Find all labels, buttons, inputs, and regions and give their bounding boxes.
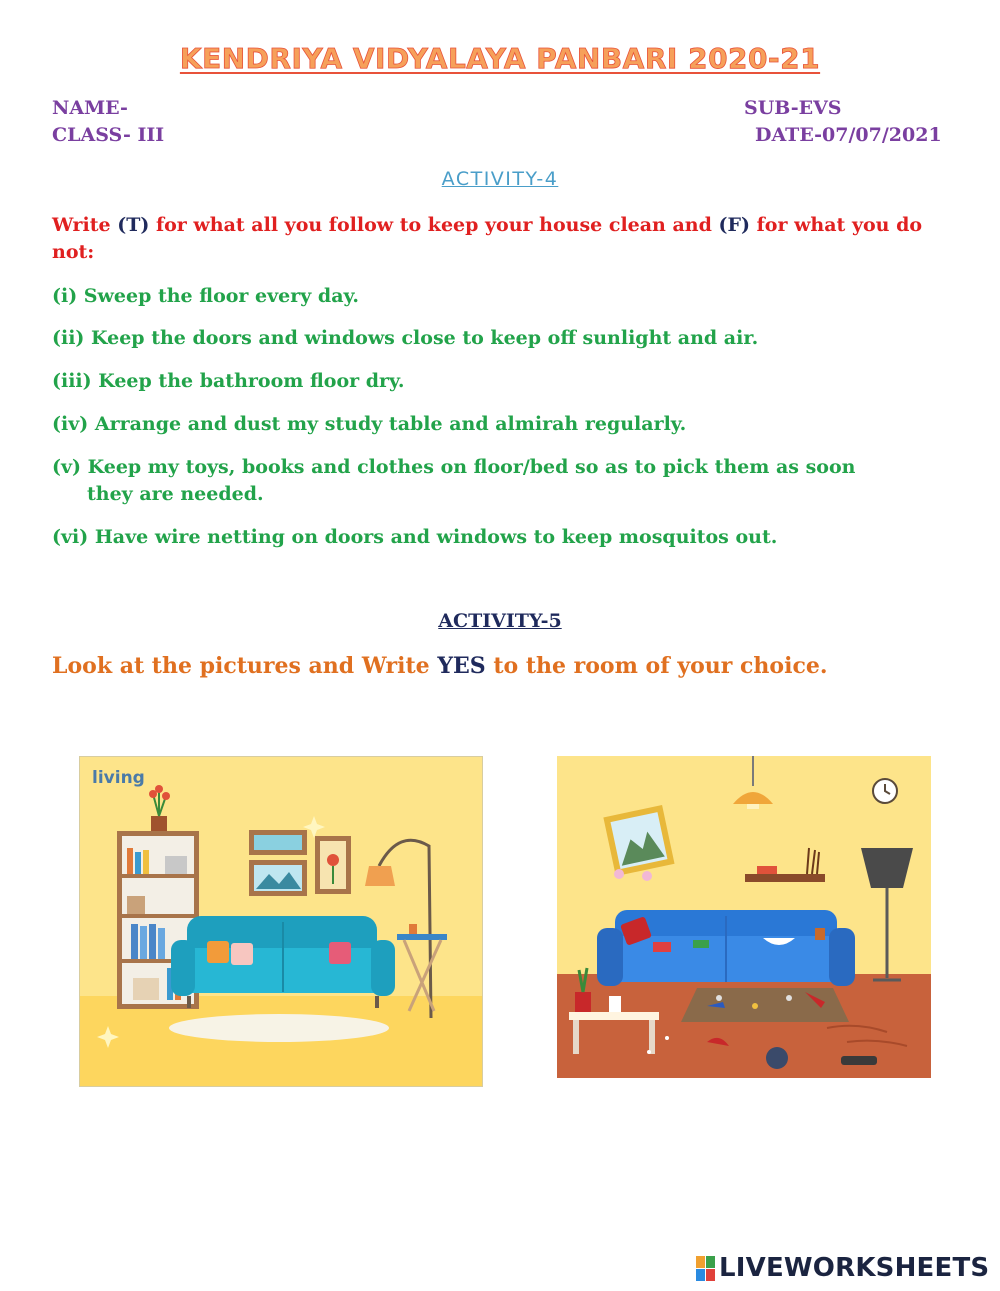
statement-5: (v) Keep my toys, books and clothes on floor/bed so as to pick them as soon they are needed.: [52, 456, 856, 505]
messy-living-room-picture: [557, 756, 931, 1078]
room-label: living: [92, 768, 145, 788]
class-label: CLASS- III: [52, 124, 165, 146]
messy-room-illustration: [557, 756, 931, 1078]
activity-4-heading: ACTIVITY-4: [441, 168, 559, 190]
statement-6: (vi) Have wire netting on doors and windows to keep mosquitos out.: [52, 526, 778, 548]
activity-5-heading: ACTIVITY-5: [438, 610, 562, 632]
logo-mark-icon: [696, 1256, 715, 1281]
statement-2: (ii) Keep the doors and windows close to keep off sunlight and air.: [52, 327, 759, 349]
name-label: NAME-: [52, 97, 128, 119]
activity-5-instruction: Look at the pictures and Write YES to the room of your choice.: [52, 653, 828, 679]
subject-label: SUB-EVS: [744, 97, 842, 119]
tidy-living-room-picture: [79, 756, 483, 1087]
tidy-room-illustration: [79, 756, 483, 1087]
statement-3: (iii) Keep the bathroom floor dry.: [52, 370, 405, 392]
activity-4-instruction: Write (T) for what all you follow to keep your house clean and (F) for what you do not:: [52, 214, 923, 263]
statement-1: (i) Sweep the floor every day.: [52, 285, 359, 307]
statement-4: (iv) Arrange and dust my study table and almirah regularly.: [52, 413, 687, 435]
date-label: DATE-07/07/2021: [755, 124, 942, 146]
logo-text: LIVEWORKSHEETS: [719, 1253, 990, 1283]
page-title: KENDRIYA VIDYALAYA PANBARI 2020-21: [179, 42, 821, 75]
liveworksheets-logo[interactable]: [696, 1253, 989, 1283]
